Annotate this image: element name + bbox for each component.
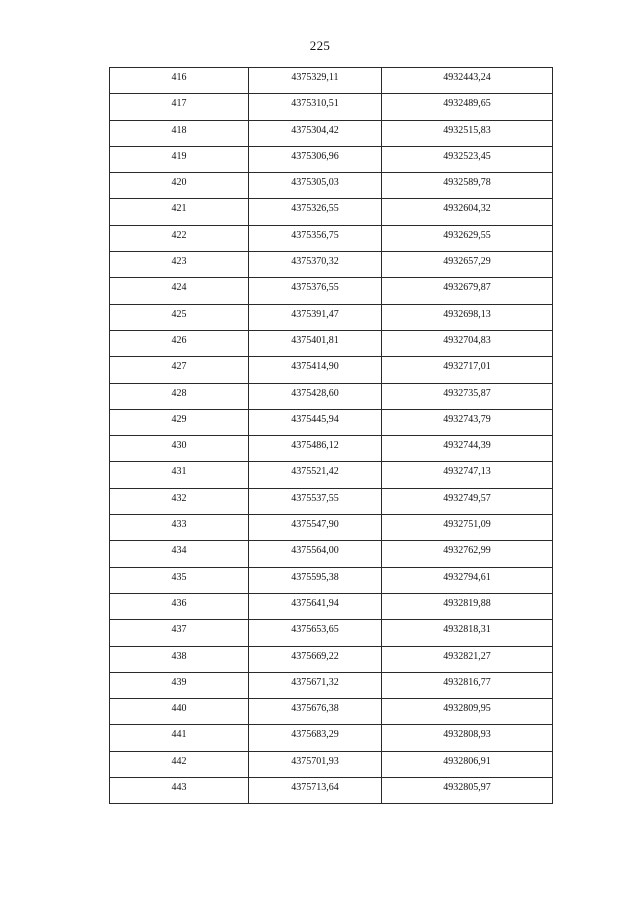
y-coordinate-cell: 4932717,01	[382, 357, 553, 383]
y-coordinate-cell: 4932743,79	[382, 409, 553, 435]
point-number-cell: 419	[110, 146, 249, 172]
y-coordinate-cell: 4932818,31	[382, 620, 553, 646]
table-row	[110, 68, 553, 94]
x-coordinate-cell: 4375683,29	[249, 725, 382, 751]
y-coordinate-cell: 4932704,83	[382, 330, 553, 356]
x-coordinate-cell: 4375370,32	[249, 252, 382, 278]
point-number-cell: 422	[110, 225, 249, 251]
table-row	[110, 751, 553, 777]
x-coordinate-cell: 4375547,90	[249, 515, 382, 541]
x-coordinate-cell: 4375310,51	[249, 94, 382, 120]
point-number-cell: 432	[110, 488, 249, 514]
point-number-cell: 433	[110, 515, 249, 541]
y-coordinate-cell: 4932515,83	[382, 120, 553, 146]
table-row	[110, 225, 553, 251]
y-coordinate-cell: 4932762,99	[382, 541, 553, 567]
table-row	[110, 357, 553, 383]
point-number-cell: 438	[110, 646, 249, 672]
y-coordinate-cell: 4932806,91	[382, 751, 553, 777]
y-coordinate-cell: 4932735,87	[382, 383, 553, 409]
x-coordinate-cell: 4375537,55	[249, 488, 382, 514]
point-number-cell: 435	[110, 567, 249, 593]
x-coordinate-cell: 4375676,38	[249, 699, 382, 725]
point-number-cell: 427	[110, 357, 249, 383]
table-row	[110, 646, 553, 672]
point-number-cell: 443	[110, 778, 249, 804]
y-coordinate-cell: 4932679,87	[382, 278, 553, 304]
x-coordinate-cell: 4375445,94	[249, 409, 382, 435]
x-coordinate-cell: 4375326,55	[249, 199, 382, 225]
point-number-cell: 434	[110, 541, 249, 567]
table-row	[110, 672, 553, 698]
x-coordinate-cell: 4375701,93	[249, 751, 382, 777]
x-coordinate-cell: 4375641,94	[249, 593, 382, 619]
x-coordinate-cell: 4375713,64	[249, 778, 382, 804]
x-coordinate-cell: 4375671,32	[249, 672, 382, 698]
table-row	[110, 94, 553, 120]
x-coordinate-cell: 4375306,96	[249, 146, 382, 172]
y-coordinate-cell: 4932747,13	[382, 462, 553, 488]
coordinates-table-body	[110, 68, 553, 804]
point-number-cell: 416	[110, 68, 249, 94]
point-number-cell: 440	[110, 699, 249, 725]
point-number-cell: 439	[110, 672, 249, 698]
y-coordinate-cell: 4932751,09	[382, 515, 553, 541]
table-row	[110, 436, 553, 462]
table-row	[110, 462, 553, 488]
table-row	[110, 593, 553, 619]
x-coordinate-cell: 4375391,47	[249, 304, 382, 330]
point-number-cell: 417	[110, 94, 249, 120]
table-row	[110, 699, 553, 725]
y-coordinate-cell: 4932604,32	[382, 199, 553, 225]
table-row	[110, 725, 553, 751]
table-row	[110, 330, 553, 356]
table-row	[110, 199, 553, 225]
y-coordinate-cell: 4932749,57	[382, 488, 553, 514]
table-row	[110, 620, 553, 646]
table-row	[110, 778, 553, 804]
x-coordinate-cell: 4375669,22	[249, 646, 382, 672]
x-coordinate-cell: 4375414,90	[249, 357, 382, 383]
point-number-cell: 426	[110, 330, 249, 356]
point-number-cell: 437	[110, 620, 249, 646]
x-coordinate-cell: 4375521,42	[249, 462, 382, 488]
point-number-cell: 418	[110, 120, 249, 146]
table-row	[110, 173, 553, 199]
table-row	[110, 278, 553, 304]
table-row	[110, 304, 553, 330]
x-coordinate-cell: 4375356,75	[249, 225, 382, 251]
x-coordinate-cell: 4375305,03	[249, 173, 382, 199]
point-number-cell: 441	[110, 725, 249, 751]
y-coordinate-cell: 4932744,39	[382, 436, 553, 462]
x-coordinate-cell: 4375428,60	[249, 383, 382, 409]
y-coordinate-cell: 4932809,95	[382, 699, 553, 725]
x-coordinate-cell: 4375329,11	[249, 68, 382, 94]
page-number: 225	[309, 38, 331, 53]
point-number-cell: 424	[110, 278, 249, 304]
x-coordinate-cell: 4375304,42	[249, 120, 382, 146]
y-coordinate-cell: 4932657,29	[382, 252, 553, 278]
table-row	[110, 120, 553, 146]
y-coordinate-cell: 4932794,61	[382, 567, 553, 593]
y-coordinate-cell: 4932698,13	[382, 304, 553, 330]
point-number-cell: 442	[110, 751, 249, 777]
x-coordinate-cell: 4375595,38	[249, 567, 382, 593]
table-row	[110, 515, 553, 541]
y-coordinate-cell: 4932443,24	[382, 68, 553, 94]
table-row	[110, 488, 553, 514]
x-coordinate-cell: 4375653,65	[249, 620, 382, 646]
point-number-cell: 436	[110, 593, 249, 619]
coordinates-table	[109, 67, 553, 804]
table-row	[110, 383, 553, 409]
y-coordinate-cell: 4932819,88	[382, 593, 553, 619]
table-row	[110, 146, 553, 172]
point-number-cell: 420	[110, 173, 249, 199]
x-coordinate-cell: 4375376,55	[249, 278, 382, 304]
x-coordinate-cell: 4375564,00	[249, 541, 382, 567]
y-coordinate-cell: 4932489,65	[382, 94, 553, 120]
point-number-cell: 425	[110, 304, 249, 330]
y-coordinate-cell: 4932523,45	[382, 146, 553, 172]
point-number-cell: 423	[110, 252, 249, 278]
table-row	[110, 409, 553, 435]
y-coordinate-cell: 4932821,27	[382, 646, 553, 672]
point-number-cell: 428	[110, 383, 249, 409]
point-number-cell: 430	[110, 436, 249, 462]
y-coordinate-cell: 4932808,93	[382, 725, 553, 751]
point-number-cell: 421	[110, 199, 249, 225]
point-number-cell: 429	[110, 409, 249, 435]
x-coordinate-cell: 4375486,12	[249, 436, 382, 462]
table-row	[110, 252, 553, 278]
y-coordinate-cell: 4932629,55	[382, 225, 553, 251]
y-coordinate-cell: 4932805,97	[382, 778, 553, 804]
table-row	[110, 567, 553, 593]
y-coordinate-cell: 4932589,78	[382, 173, 553, 199]
table-row	[110, 541, 553, 567]
point-number-cell: 431	[110, 462, 249, 488]
y-coordinate-cell: 4932816,77	[382, 672, 553, 698]
x-coordinate-cell: 4375401,81	[249, 330, 382, 356]
